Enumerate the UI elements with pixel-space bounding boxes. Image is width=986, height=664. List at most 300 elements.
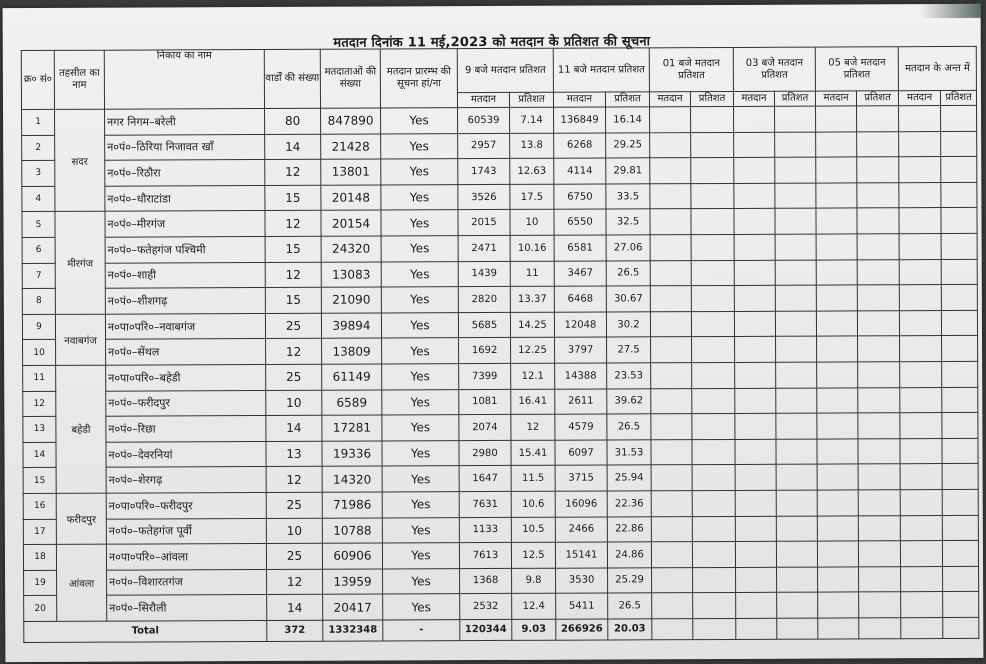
wards-cell: 13 — [266, 441, 322, 467]
empty-cell — [692, 362, 735, 388]
nikay-name-cell: न०पं०–सेंथल — [106, 339, 266, 365]
percent-9am-cell: 16.41 — [511, 389, 555, 415]
empty-cell — [650, 209, 691, 235]
empty-cell — [775, 311, 816, 337]
header-nikay: निकाय का नाम — [104, 49, 264, 109]
votes-11am-cell: 6550 — [554, 209, 606, 235]
empty-cell — [901, 592, 943, 618]
percent-9am-cell: 11.5 — [511, 466, 555, 492]
votes-11am-cell: 4579 — [555, 414, 607, 440]
empty-cell — [734, 285, 775, 311]
empty-cell — [691, 209, 734, 235]
empty-cell — [734, 183, 775, 209]
empty-cell — [818, 618, 859, 639]
poll-started-cell: Yes — [382, 517, 459, 543]
votes-9am-cell: 7399 — [459, 363, 511, 389]
empty-cell — [942, 361, 978, 387]
votes-11am-cell: 6581 — [554, 235, 606, 261]
empty-cell — [817, 413, 858, 439]
empty-cell — [776, 490, 817, 516]
poll-started-cell: Yes — [383, 568, 460, 594]
empty-cell — [818, 592, 859, 618]
votes-11am-cell: 6468 — [554, 286, 606, 312]
percent-9am-cell: 14.25 — [510, 312, 554, 338]
empty-cell — [857, 183, 899, 209]
votes-9am-cell: 1368 — [460, 568, 512, 594]
empty-cell — [816, 132, 857, 158]
empty-cell — [692, 439, 735, 465]
nikay-name-cell: न०पं०–देवरनियां — [106, 441, 266, 467]
empty-cell — [858, 464, 900, 490]
empty-cell — [817, 515, 858, 541]
poll-started-cell: Yes — [382, 543, 459, 569]
empty-cell — [735, 413, 776, 439]
nikay-name-cell: नगर निगम–बरेली — [105, 108, 265, 134]
empty-cell — [735, 516, 776, 542]
empty-cell — [691, 234, 734, 260]
empty-cell — [859, 592, 901, 618]
percent-9am-cell: 17.5 — [510, 184, 554, 210]
votes-11am-cell: 3530 — [556, 568, 608, 594]
empty-cell — [941, 208, 977, 234]
empty-cell — [941, 157, 977, 183]
percent-9am-cell: 7.14 — [510, 107, 554, 133]
serial-no-cell: 10 — [23, 340, 56, 366]
percent-9am-cell: 11 — [510, 261, 554, 287]
wards-cell: 15 — [265, 287, 321, 313]
empty-cell — [691, 286, 734, 312]
empty-cell — [857, 234, 899, 260]
poll-started-cell: Yes — [382, 338, 459, 364]
empty-cell — [691, 183, 734, 209]
empty-cell — [817, 336, 858, 362]
empty-cell — [734, 157, 775, 183]
votes-11am-cell: 15141 — [555, 542, 607, 568]
wards-cell: 80 — [265, 108, 321, 134]
wards-cell: 25 — [266, 543, 322, 569]
voters-cell: 10788 — [322, 517, 382, 543]
wards-cell: 25 — [266, 492, 322, 518]
empty-cell — [651, 465, 692, 491]
votes-11am-cell: 4114 — [554, 158, 606, 184]
empty-cell — [776, 516, 817, 542]
empty-cell — [691, 311, 734, 337]
nikay-name-cell: न०पं०–शाही — [105, 262, 265, 288]
percent-11am-cell: 27.06 — [606, 235, 650, 261]
poll-started-cell: Yes — [382, 364, 459, 390]
poll-started-cell: Yes — [381, 184, 458, 210]
empty-cell — [734, 132, 775, 158]
empty-cell — [777, 592, 818, 618]
empty-cell — [817, 464, 858, 490]
votes-9am-cell: 7631 — [459, 491, 511, 517]
nikay-name-cell: न०पं०–रिछा — [106, 416, 266, 442]
subheader-percent: प्रतिशत — [857, 91, 899, 106]
empty-cell — [650, 286, 691, 312]
empty-cell — [651, 516, 692, 542]
percent-11am-cell: 23.53 — [607, 363, 651, 389]
empty-cell — [652, 593, 693, 619]
tehsil-cell: आंवला — [56, 544, 106, 621]
empty-cell — [692, 490, 735, 516]
empty-cell — [734, 234, 775, 260]
document-page — [3, 4, 984, 662]
wards-cell: 12 — [266, 339, 322, 365]
poll-started-cell: Yes — [382, 466, 459, 492]
votes-11am-cell: 6750 — [554, 184, 606, 210]
empty-cell — [857, 131, 899, 157]
nikay-name-cell: न०पा०परि०–बहेडी — [106, 364, 266, 390]
percent-9am-cell: 15.41 — [511, 440, 555, 466]
votes-9am-cell: 1081 — [459, 389, 511, 415]
empty-cell — [692, 542, 735, 568]
voters-cell: 13959 — [323, 569, 383, 595]
poll-started-cell: Yes — [382, 415, 459, 441]
empty-cell — [817, 490, 858, 516]
percent-11am-cell: 25.94 — [607, 465, 651, 491]
empty-cell — [776, 336, 817, 362]
empty-cell — [942, 515, 978, 541]
voters-cell: 20417 — [323, 594, 383, 620]
empty-cell — [650, 311, 691, 337]
percent-9am-cell: 12.5 — [511, 542, 555, 568]
total-votes-9am-cell: 120344 — [460, 619, 512, 640]
voters-cell: 13801 — [321, 159, 381, 185]
wards-cell: 12 — [266, 467, 322, 493]
subheader-percent: प्रतिशत — [774, 91, 815, 106]
voters-cell: 71986 — [322, 492, 382, 518]
empty-cell — [858, 336, 900, 362]
empty-cell — [651, 439, 692, 465]
votes-11am-cell: 5411 — [556, 593, 608, 619]
header-3pm: 03 बजे मतदान प्रतिशत — [733, 47, 815, 91]
wards-cell: 12 — [267, 569, 323, 595]
empty-cell — [735, 490, 776, 516]
percent-11am-cell: 29.81 — [606, 158, 650, 184]
voters-cell: 14320 — [322, 466, 382, 492]
serial-no-cell: 7 — [22, 263, 55, 289]
percent-9am-cell: 9.8 — [512, 568, 556, 594]
empty-cell — [816, 157, 857, 183]
percent-11am-cell: 29.25 — [606, 132, 650, 158]
votes-9am-cell: 1647 — [459, 466, 511, 492]
votes-9am-cell: 60539 — [458, 107, 510, 133]
empty-cell — [775, 183, 816, 209]
empty-cell — [691, 106, 734, 132]
voters-cell: 21428 — [321, 134, 381, 160]
nikay-name-cell: न०पं०–फतेहगंज पूर्वी — [106, 518, 266, 544]
empty-cell — [650, 158, 691, 184]
poll-started-cell: Yes — [382, 492, 459, 518]
empty-cell — [859, 618, 901, 639]
votes-11am-cell: 3467 — [554, 261, 606, 287]
votes-11am-cell: 6097 — [555, 440, 607, 466]
total-votes-11am-cell: 266926 — [556, 619, 608, 640]
percent-9am-cell: 10.6 — [511, 491, 555, 517]
empty-cell — [736, 567, 777, 593]
total-started-cell: - — [383, 620, 460, 641]
wards-cell: 12 — [265, 159, 321, 185]
votes-9am-cell: 2471 — [458, 235, 510, 261]
empty-cell — [943, 617, 979, 638]
poll-started-cell: Yes — [381, 210, 458, 236]
empty-cell — [775, 285, 816, 311]
votes-9am-cell: 5685 — [458, 312, 510, 338]
empty-cell — [941, 182, 977, 208]
empty-cell — [900, 387, 942, 413]
votes-11am-cell: 136849 — [554, 107, 606, 133]
empty-cell — [818, 567, 859, 593]
empty-cell — [942, 336, 978, 362]
empty-cell — [899, 131, 941, 157]
empty-cell — [943, 566, 979, 592]
empty-cell — [651, 414, 692, 440]
header-poll-started: मतदान प्रारम्भ की सूचना हां/ना — [380, 49, 457, 108]
header-tehsil: तहसील का नाम — [54, 50, 104, 109]
empty-cell — [776, 362, 817, 388]
percent-11am-cell: 32.5 — [606, 209, 650, 235]
empty-cell — [692, 388, 735, 414]
empty-cell — [693, 593, 736, 619]
votes-9am-cell: 1692 — [459, 338, 511, 364]
wards-cell: 10 — [266, 518, 322, 544]
empty-cell — [942, 438, 978, 464]
empty-cell — [816, 183, 857, 209]
percent-11am-cell: 22.86 — [607, 516, 651, 542]
empty-cell — [776, 439, 817, 465]
empty-cell — [899, 208, 941, 234]
empty-cell — [693, 567, 736, 593]
votes-9am-cell: 3526 — [458, 184, 510, 210]
votes-9am-cell: 2015 — [458, 210, 510, 236]
serial-no-cell: 8 — [22, 289, 55, 315]
serial-no-cell: 2 — [22, 135, 55, 161]
tehsil-cell: बहेडी — [56, 365, 107, 493]
percent-11am-cell: 24.86 — [607, 542, 651, 568]
poll-started-cell: Yes — [381, 261, 458, 287]
subheader-percent: प्रतिशत — [509, 92, 553, 107]
empty-cell — [900, 489, 942, 515]
wards-cell: 12 — [265, 211, 321, 237]
serial-no-cell: 19 — [24, 570, 57, 596]
empty-cell — [651, 491, 692, 517]
votes-9am-cell: 1439 — [458, 261, 510, 287]
votes-9am-cell: 1743 — [458, 159, 510, 185]
percent-9am-cell: 10 — [510, 210, 554, 236]
empty-cell — [735, 388, 776, 414]
percent-9am-cell: 13.8 — [510, 133, 554, 159]
percent-9am-cell: 12 — [511, 414, 555, 440]
votes-11am-cell: 3797 — [555, 337, 607, 363]
empty-cell — [775, 208, 816, 234]
empty-cell — [816, 208, 857, 234]
nikay-name-cell: न०पं०–ठिरिया निजावत खॉं — [105, 134, 265, 160]
header-voters: मतदाताओं की संख्या — [320, 49, 380, 108]
empty-cell — [857, 157, 899, 183]
voters-cell: 6589 — [322, 390, 382, 416]
percent-9am-cell: 12.4 — [512, 594, 556, 620]
wards-cell: 15 — [265, 236, 321, 262]
votes-9am-cell: 2957 — [458, 133, 510, 159]
serial-no-cell: 16 — [23, 493, 56, 519]
total-label-cell: Total — [24, 620, 267, 642]
votes-11am-cell: 16096 — [555, 491, 607, 517]
empty-cell — [735, 465, 776, 491]
empty-cell — [899, 310, 941, 336]
empty-cell — [942, 413, 978, 439]
poll-started-cell: Yes — [381, 133, 458, 159]
empty-cell — [691, 132, 734, 158]
header-11am: 11 बजे मतदान प्रतिशत — [553, 48, 649, 92]
votes-9am-cell: 1133 — [459, 517, 511, 543]
tehsil-cell: सदर — [55, 109, 105, 212]
subheader-votes: मतदान — [553, 92, 605, 107]
voters-cell: 19336 — [322, 441, 382, 467]
voters-cell: 24320 — [321, 236, 381, 262]
nikay-name-cell: न०पा०परि०–फरीदपुर — [106, 492, 266, 518]
empty-cell — [900, 438, 942, 464]
votes-9am-cell: 2074 — [459, 415, 511, 441]
percent-11am-cell: 26.5 — [608, 593, 652, 619]
wards-cell: 14 — [266, 415, 322, 441]
empty-cell — [858, 515, 900, 541]
empty-cell — [650, 132, 691, 158]
percent-9am-cell: 10.16 — [510, 235, 554, 261]
empty-cell — [693, 618, 736, 639]
empty-cell — [857, 106, 899, 132]
subheader-percent: प्रतिशत — [690, 91, 733, 106]
votes-11am-cell: 12048 — [554, 312, 606, 338]
serial-no-cell: 20 — [24, 596, 57, 622]
subheader-votes: मतदान — [733, 91, 774, 106]
percent-11am-cell: 30.2 — [606, 312, 650, 338]
votes-9am-cell: 2820 — [458, 287, 510, 313]
empty-cell — [858, 438, 900, 464]
subheader-votes: मतदान — [899, 91, 941, 106]
empty-cell — [651, 337, 692, 363]
polling-percentage-table — [21, 46, 980, 643]
voters-cell: 60906 — [322, 543, 382, 569]
empty-cell — [816, 311, 857, 337]
empty-cell — [941, 233, 977, 259]
empty-cell — [899, 182, 941, 208]
wards-cell: 12 — [265, 262, 321, 288]
percent-11am-cell: 25.29 — [608, 567, 652, 593]
serial-no-cell: 3 — [22, 161, 55, 187]
empty-cell — [734, 106, 775, 132]
wards-cell: 25 — [266, 364, 322, 390]
empty-cell — [734, 209, 775, 235]
empty-cell — [942, 540, 978, 566]
votes-11am-cell: 2466 — [555, 517, 607, 543]
empty-cell — [735, 541, 776, 567]
poll-started-cell: Yes — [383, 594, 460, 620]
header-end: मतदान के अन्त में — [898, 46, 976, 90]
empty-cell — [900, 464, 942, 490]
voters-cell: 13083 — [321, 262, 381, 288]
empty-cell — [692, 337, 735, 363]
wards-cell: 14 — [267, 595, 323, 621]
votes-11am-cell: 3715 — [555, 465, 607, 491]
empty-cell — [942, 489, 978, 515]
subheader-percent: प्रतिशत — [605, 92, 649, 107]
empty-cell — [816, 234, 857, 260]
voters-cell: 20148 — [321, 185, 381, 211]
header-5pm: 05 बजे मतदान प्रतिशत — [815, 47, 898, 91]
empty-cell — [691, 260, 734, 286]
total-row — [24, 617, 979, 642]
empty-cell — [899, 157, 941, 183]
wards-cell: 15 — [265, 185, 321, 211]
empty-cell — [735, 362, 776, 388]
percent-11am-cell: 26.5 — [606, 260, 650, 286]
poll-started-cell: Yes — [382, 440, 459, 466]
votes-11am-cell: 6268 — [554, 133, 606, 159]
empty-cell — [650, 235, 691, 261]
percent-11am-cell: 39.62 — [607, 388, 651, 414]
empty-cell — [650, 107, 691, 133]
total-percent-11am-cell: 20.03 — [608, 619, 652, 640]
empty-cell — [650, 260, 691, 286]
voters-cell: 13809 — [322, 338, 382, 364]
total-percent-9am-cell: 9.03 — [512, 619, 556, 640]
empty-cell — [899, 106, 941, 132]
empty-cell — [816, 259, 857, 285]
empty-cell — [857, 285, 899, 311]
percent-9am-cell: 10.5 — [511, 517, 555, 543]
empty-cell — [776, 541, 817, 567]
empty-cell — [942, 387, 978, 413]
empty-cell — [777, 567, 818, 593]
subheader-votes: मतदान — [457, 92, 509, 107]
nikay-name-cell: न०पं०–फतेहगंज पश्चिमी — [105, 236, 265, 262]
empty-cell — [941, 259, 977, 285]
empty-cell — [652, 619, 693, 640]
empty-cell — [899, 259, 941, 285]
empty-cell — [857, 310, 899, 336]
total-voters-cell: 1332348 — [323, 620, 383, 641]
serial-no-cell: 17 — [23, 519, 56, 545]
empty-cell — [692, 516, 735, 542]
voters-cell: 21090 — [321, 287, 381, 313]
empty-cell — [734, 311, 775, 337]
votes-9am-cell: 2532 — [460, 594, 512, 620]
empty-cell — [858, 387, 900, 413]
empty-cell — [735, 439, 776, 465]
serial-no-cell: 4 — [22, 186, 55, 212]
percent-11am-cell: 33.5 — [606, 184, 650, 210]
nikay-name-cell: न०पं०–फरीदपुर — [106, 390, 266, 416]
voters-cell: 61149 — [322, 364, 382, 390]
empty-cell — [857, 208, 899, 234]
empty-cell — [817, 439, 858, 465]
empty-cell — [900, 361, 942, 387]
empty-cell — [735, 337, 776, 363]
empty-cell — [857, 259, 899, 285]
percent-11am-cell: 16.14 — [606, 107, 650, 133]
header-serial-no: क्र० सं० — [21, 50, 54, 109]
empty-cell — [817, 541, 858, 567]
voters-cell: 39894 — [321, 313, 381, 339]
nikay-name-cell: न०पं०–मीरगंज — [105, 211, 265, 237]
empty-cell — [776, 413, 817, 439]
empty-cell — [858, 541, 900, 567]
subheader-percent: प्रतिशत — [941, 90, 977, 105]
empty-cell — [900, 413, 942, 439]
nikay-name-cell: न०पं०–सिरौली — [107, 595, 267, 621]
nikay-name-cell: न०पं०–शेरगढ़ — [106, 467, 266, 493]
empty-cell — [900, 541, 942, 567]
